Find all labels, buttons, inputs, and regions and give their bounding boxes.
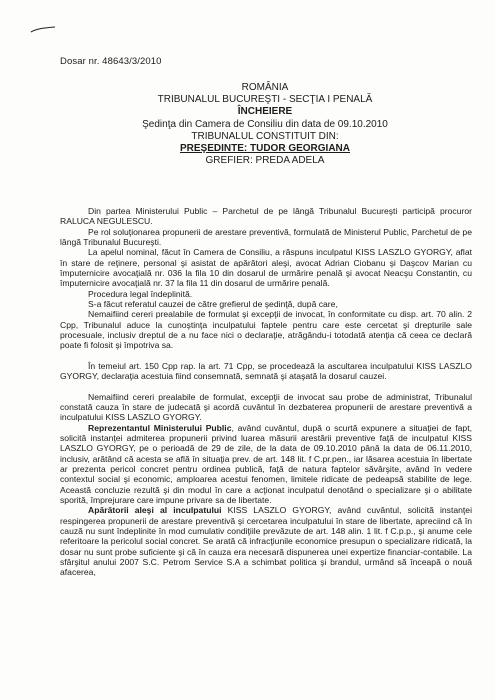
prosecution-text: , având cuvântul, după o scurtă expunere a situaţiei de fapt, solicită instanţei admiterea propunerii privind luarea măsurii arestării preventive faţă de inculpatul KISS LASZLO GYORGY, pe o perioadă de 29 de zile, de la data de 09.10.2010 până la data de 06.11.2010, inclusiv, arătând că acesta se află în situaţia prev. de art. 148 lit. f C.pr.pen., iar lăsarea acestuia în libertate ar prezenta pericol concret pentru ordinea publică, faţă de natura faptelor săvârşite, având în vedere contextul social şi economic, amploarea acestui fenomen, limitele ridicate de pedeapsă stabilite de lege. Această concluzie rezultă şi din modul în care a acţionat inculpatul denotând o specializare şi o abilitate sporită, împrejurare care impune privare sa de libertate. <box>60 422 472 505</box>
pen-mark-icon <box>30 26 56 34</box>
header-clerk: GREFIER: PREDA ADELA <box>205 155 325 167</box>
document-body <box>60 206 472 578</box>
defense-text: KISS LASZLO GYORGY, având cuvântul, solicită instanţei respingerea propunerii de arestare preventivă şi cercetarea inculpatului în stare de libertate, apreciind că în cauză nu sunt îndeplinite în mod cumulativ condiţiile prevăzute de art. 148 alin. 1 lit. f C.p.p., şi anume cele referitoare la pericolul social concret. Se arată că infracţiunile economice presupun o specializare ridicată, la dosar nu sunt probe suficiente şi că în cauza era necesară dispunerea unei expertize financiar-contabile. La sfârşitul anului 2007 S.C. Petrom Service S.A a schimbat politica şi brandul, urmând să înceapă o nouă afacerea, <box>60 505 472 578</box>
prosecution-lead: Reprezentantul Ministerului Public <box>88 422 232 433</box>
paragraph-procedure: Procedura legal îndeplinită. <box>88 288 193 299</box>
document-header <box>60 82 470 167</box>
defense-lead: Apărătorii aleşi al inculpatului <box>88 505 222 516</box>
header-doc-type: ÎNCHEIERE <box>237 106 293 118</box>
case-number: Dosar nr. 48643/3/2010 <box>60 56 162 67</box>
header-constituted: TRIBUNALUL CONSTITUIT DIN: <box>191 130 339 142</box>
paragraph-hearing: În temeiul art. 150 Cpp rap. la art. 71 Cpp, se procedează la ascultarea inculpatului KISS LASZLO GYORGY, declaraţia acestuia fiind consemnată, semnată şi ataşată la dosarul cauzei. <box>60 360 472 382</box>
paragraph-report: S-a făcut referatul cauzei de către grefierul de şedinţă, după care, <box>88 299 338 310</box>
paragraph-prosecution-argument <box>60 423 472 506</box>
paragraph-debate: Nemaifiind cereri prealabile de formulat, excepţii de invocat sau probe de administrat, Tribunalul constată cauza în stare de judecată şi acordă cuvântul în dezbaterea propunerii de arestare preventivă a inculpatului KISS LASZLO GYORGY. <box>60 391 472 423</box>
header-session: Şedinţa din Camera de Consiliu din data de 09.10.2010 <box>142 118 388 130</box>
header-country: ROMÂNIA <box>241 82 289 93</box>
paragraph-rights: Nemaifiind cereri prealabile de formulat şi excepţii de invocat, în conformitate cu disp. art. 70 alin. 2 Cpp, Tribunalul aduce la cunoştinţa inculpatului faptele pentru care este cercetat şi drepturile sale procesuale, inclusiv dreptul de a nu face nici o declaraţie, atrăgându-i totodată atenţia că ceea ce declară poate fi folosit şi împotriva sa. <box>60 309 472 351</box>
paragraph-roll-call: La apelul nominal, făcut în Camera de Consiliu, a răspuns inculpatul KISS LASZLO GYORGY, aflat în stare de reţinere, personal şi asistat de apărători aleşi, avocat Adrian Ciobanu şi Daşcov Marian cu împuternicire avocaţială nr. 036 la fila 10 din dosarul de urmărire penală şi avocat Neacşu Constantin, cu împuternicire avocaţială nr. 37 la fila 11 din dosarul de urmărire penală. <box>60 247 472 289</box>
paragraph-prosecutor: Din partea Ministerului Public – Parchetul de pe lângă Tribunalul Bucureşti participă procuror RALUCA NEGULESCU. <box>60 206 472 227</box>
paragraph-defense-argument <box>60 505 472 577</box>
header-court: TRIBUNALUL BUCUREŞTI - SECŢIA I PENALĂ <box>157 94 373 106</box>
header-president: PREŞEDINTE: TUDOR GEORGIANA <box>179 143 350 155</box>
paragraph-on-roll: Pe rol soluţionarea propunerii de arestare preventivă, formulată de Ministerul Public, Parchetul de pe lângă Tribunalul Bucureşti. <box>60 226 472 248</box>
